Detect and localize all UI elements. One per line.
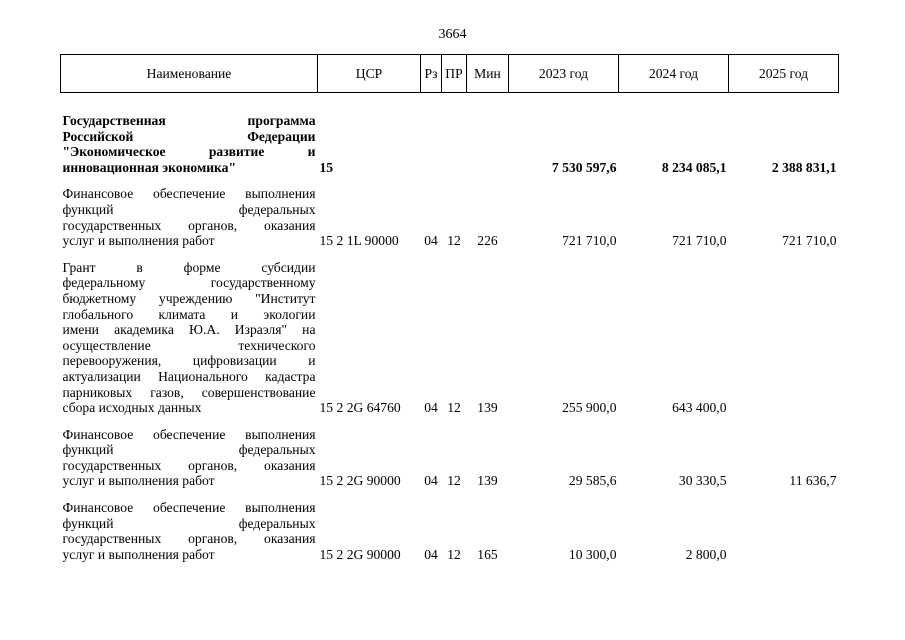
row-name-line: государственных органов, оказания [62, 531, 316, 547]
row-2023: 7 530 597,6 [551, 159, 617, 175]
row-name-line: сбора исходных данных [62, 400, 202, 416]
row-min: 165 [477, 546, 498, 562]
header-min: Мин [467, 55, 509, 93]
row-name-line: "Экономическое развитие и [62, 144, 316, 160]
row-name [61, 500, 318, 562]
row-name-line: услуг и выполнения работ [62, 233, 215, 249]
row-rz: 04 [424, 473, 438, 489]
row-pr [442, 113, 467, 175]
row-2025: 11 636,7 [789, 473, 837, 489]
row-csr: 15 2 2G 90000 [319, 473, 401, 489]
header-pr: ПР [442, 55, 467, 93]
row-name-line: государственных органов, оказания [62, 217, 316, 233]
table-row [61, 500, 839, 562]
row-name [61, 113, 318, 175]
row-name-line: инновационная экономика" [62, 159, 237, 175]
row-name-line: услуг и выполнения работ [62, 546, 215, 562]
row-rz [421, 113, 442, 175]
row-pr: 12 [447, 233, 461, 249]
header-2024: 2024 год [619, 55, 729, 93]
row-name-line: актуализации Национального кадастра [62, 368, 316, 384]
gap-row [61, 175, 839, 186]
row-name-line: Финансовое обеспечение выполнения [62, 186, 316, 202]
row-pr: 12 [447, 473, 461, 489]
row-2025: 2 388 831,1 [771, 159, 837, 175]
header-rz: Рз [421, 55, 442, 93]
row-name-line: Грант в форме субсидии [62, 259, 316, 275]
row-rz: 04 [424, 233, 438, 249]
row-name [61, 186, 318, 248]
row-name-line: осуществление технического [62, 337, 316, 353]
table-row [61, 260, 839, 416]
row-name-line: бюджетному учреждению "Институт [62, 290, 316, 306]
spacer-row [61, 93, 839, 114]
gap-row [61, 249, 839, 260]
row-name-line: перевооружения, цифровизации и [62, 353, 316, 369]
gap-row [61, 416, 839, 427]
row-name-line: функций федеральных [62, 442, 316, 458]
row-2024: 30 330,5 [678, 473, 727, 489]
row-name-line: парниковых газов, совершенствование [62, 384, 316, 400]
row-min [467, 113, 509, 175]
row-min: 139 [477, 473, 498, 489]
budget-table [60, 54, 839, 562]
row-name-line: услуг и выполнения работ [62, 473, 215, 489]
table-body [61, 93, 839, 563]
row-2025 [729, 500, 839, 562]
header-2025: 2025 год [729, 55, 839, 93]
page-number: 3664 [438, 27, 467, 42]
row-2023: 10 300,0 [568, 546, 617, 562]
row-2023: 255 900,0 [562, 400, 617, 416]
row-csr: 15 [319, 159, 334, 175]
row-2025: 721 710,0 [782, 233, 837, 249]
table-row [61, 427, 839, 489]
row-2025 [729, 260, 839, 416]
row-name-line: Государственная программа [62, 113, 316, 128]
row-name [61, 260, 318, 416]
row-min: 139 [477, 400, 498, 416]
row-name-line: глобального климата и экологии [62, 306, 316, 322]
row-name [61, 427, 318, 489]
row-csr: 15 2 2G 90000 [319, 546, 401, 562]
gap-row [61, 489, 839, 500]
row-name-line: Финансовое обеспечение выполнения [62, 426, 316, 442]
row-name-line: функций федеральных [62, 515, 316, 531]
row-pr: 12 [447, 400, 461, 416]
header-name: Наименование [61, 55, 318, 93]
row-name-line: имени академика Ю.А. Израэля" на [62, 322, 316, 338]
row-pr: 12 [447, 546, 461, 562]
row-2024: 2 800,0 [685, 546, 727, 562]
row-2023: 29 585,6 [568, 473, 617, 489]
row-rz: 04 [424, 546, 438, 562]
row-name-line: функций федеральных [62, 201, 316, 217]
row-name-line: государственных органов, оказания [62, 457, 316, 473]
header-2023: 2023 год [509, 55, 619, 93]
row-name-line: Российской Федерации [62, 128, 316, 144]
table-row [61, 186, 839, 248]
row-csr: 15 2 2G 64760 [319, 400, 401, 416]
row-min: 226 [477, 233, 498, 249]
header-csr: ЦСР [318, 55, 421, 93]
row-rz: 04 [424, 400, 438, 416]
table-row [61, 113, 839, 175]
row-2024: 8 234 085,1 [661, 159, 727, 175]
row-name-line: Финансовое обеспечение выполнения [62, 500, 316, 516]
row-csr: 15 2 1L 90000 [319, 233, 399, 249]
row-2024: 721 710,0 [672, 233, 727, 249]
row-2023: 721 710,0 [562, 233, 617, 249]
table-header-row [61, 55, 839, 93]
row-name-line: федеральному государственному [62, 275, 316, 291]
row-2024: 643 400,0 [672, 400, 727, 416]
